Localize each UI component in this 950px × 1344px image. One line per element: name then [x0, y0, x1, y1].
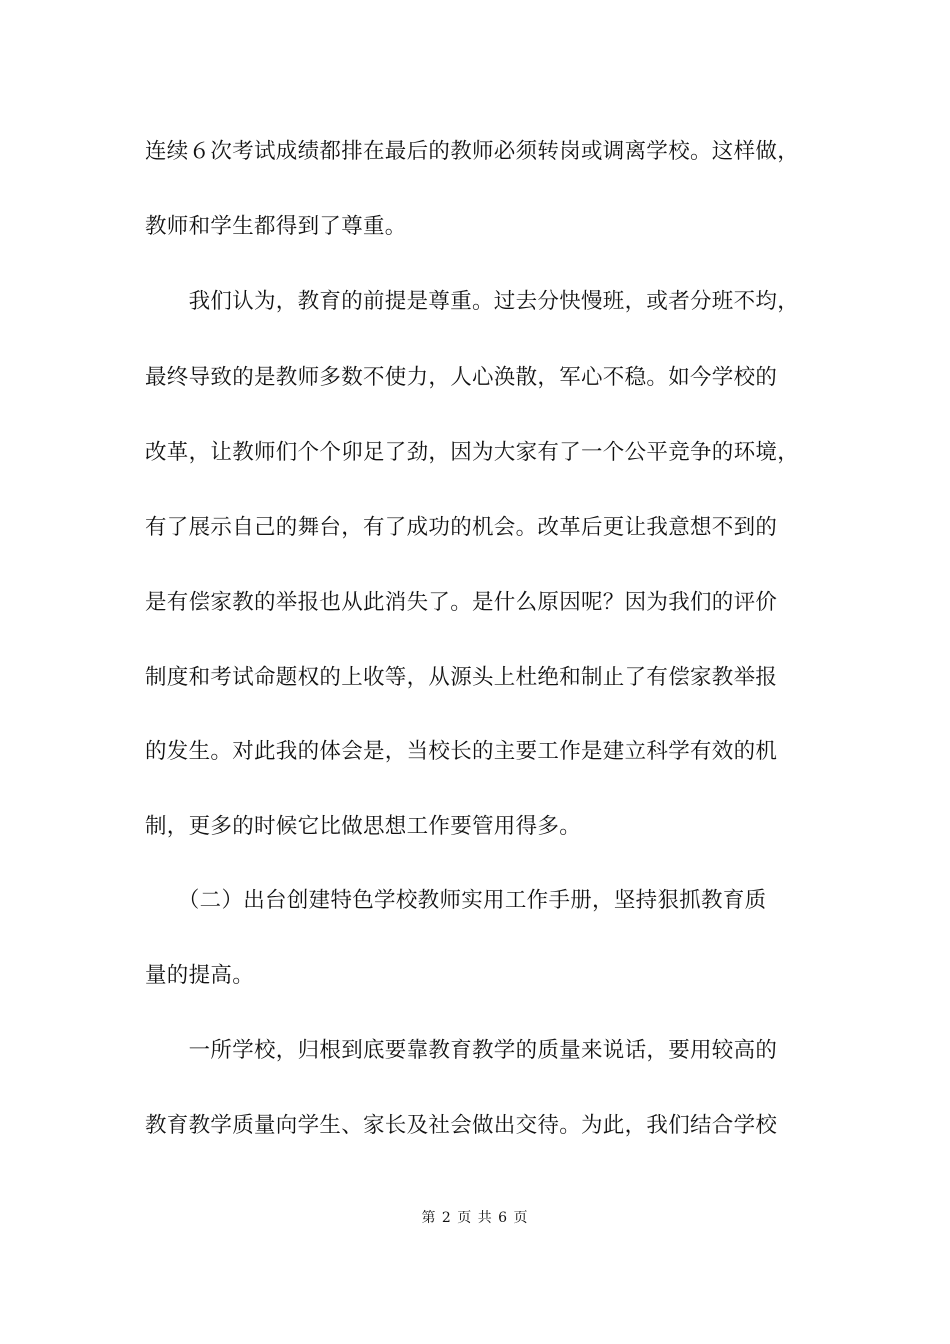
text-line: 改革，让教师们个个卯足了劲，因为大家有了一个公平竞争的环境， — [145, 440, 800, 465]
page-number-footer: 第 2 页 共 6 页 — [421, 1210, 529, 1226]
text-line: 是有偿家教的举报也从此消失了。是什么原因呢？因为我们的评价 — [145, 590, 778, 615]
text-line: 连续６次考试成绩都排在最后的教师必须转岗或调离学校。这样做， — [145, 139, 800, 164]
text-line: 的发生。对此我的体会是，当校长的主要工作是建立科学有效的机 — [145, 739, 778, 764]
text-line: 教师和学生都得到了尊重。 — [145, 214, 407, 239]
text-line: 教育教学质量向学生、家长及社会做出交待。为此，我们结合学校 — [145, 1113, 778, 1138]
text-line: （二）出台创建特色学校教师实用工作手册，坚持狠抓教育质 — [145, 888, 767, 913]
text-line: 量的提高。 — [145, 963, 255, 988]
text-line: 最终导致的是教师多数不使力，人心涣散，军心不稳。如今学校的 — [145, 365, 778, 390]
text-line: 一所学校，归根到底要靠教育教学的质量来说话，要用较高的 — [145, 1038, 778, 1063]
text-line: 制度和考试命题权的上收等，从源头上杜绝和制止了有偿家教举报 — [145, 665, 778, 690]
text-line: 制，更多的时候它比做思想工作要管用得多。 — [145, 814, 582, 839]
text-line: 有了展示自己的舞台，有了成功的机会。改革后更让我意想不到的 — [145, 515, 778, 540]
text-line: 我们认为，教育的前提是尊重。过去分快慢班，或者分班不均， — [145, 289, 800, 314]
